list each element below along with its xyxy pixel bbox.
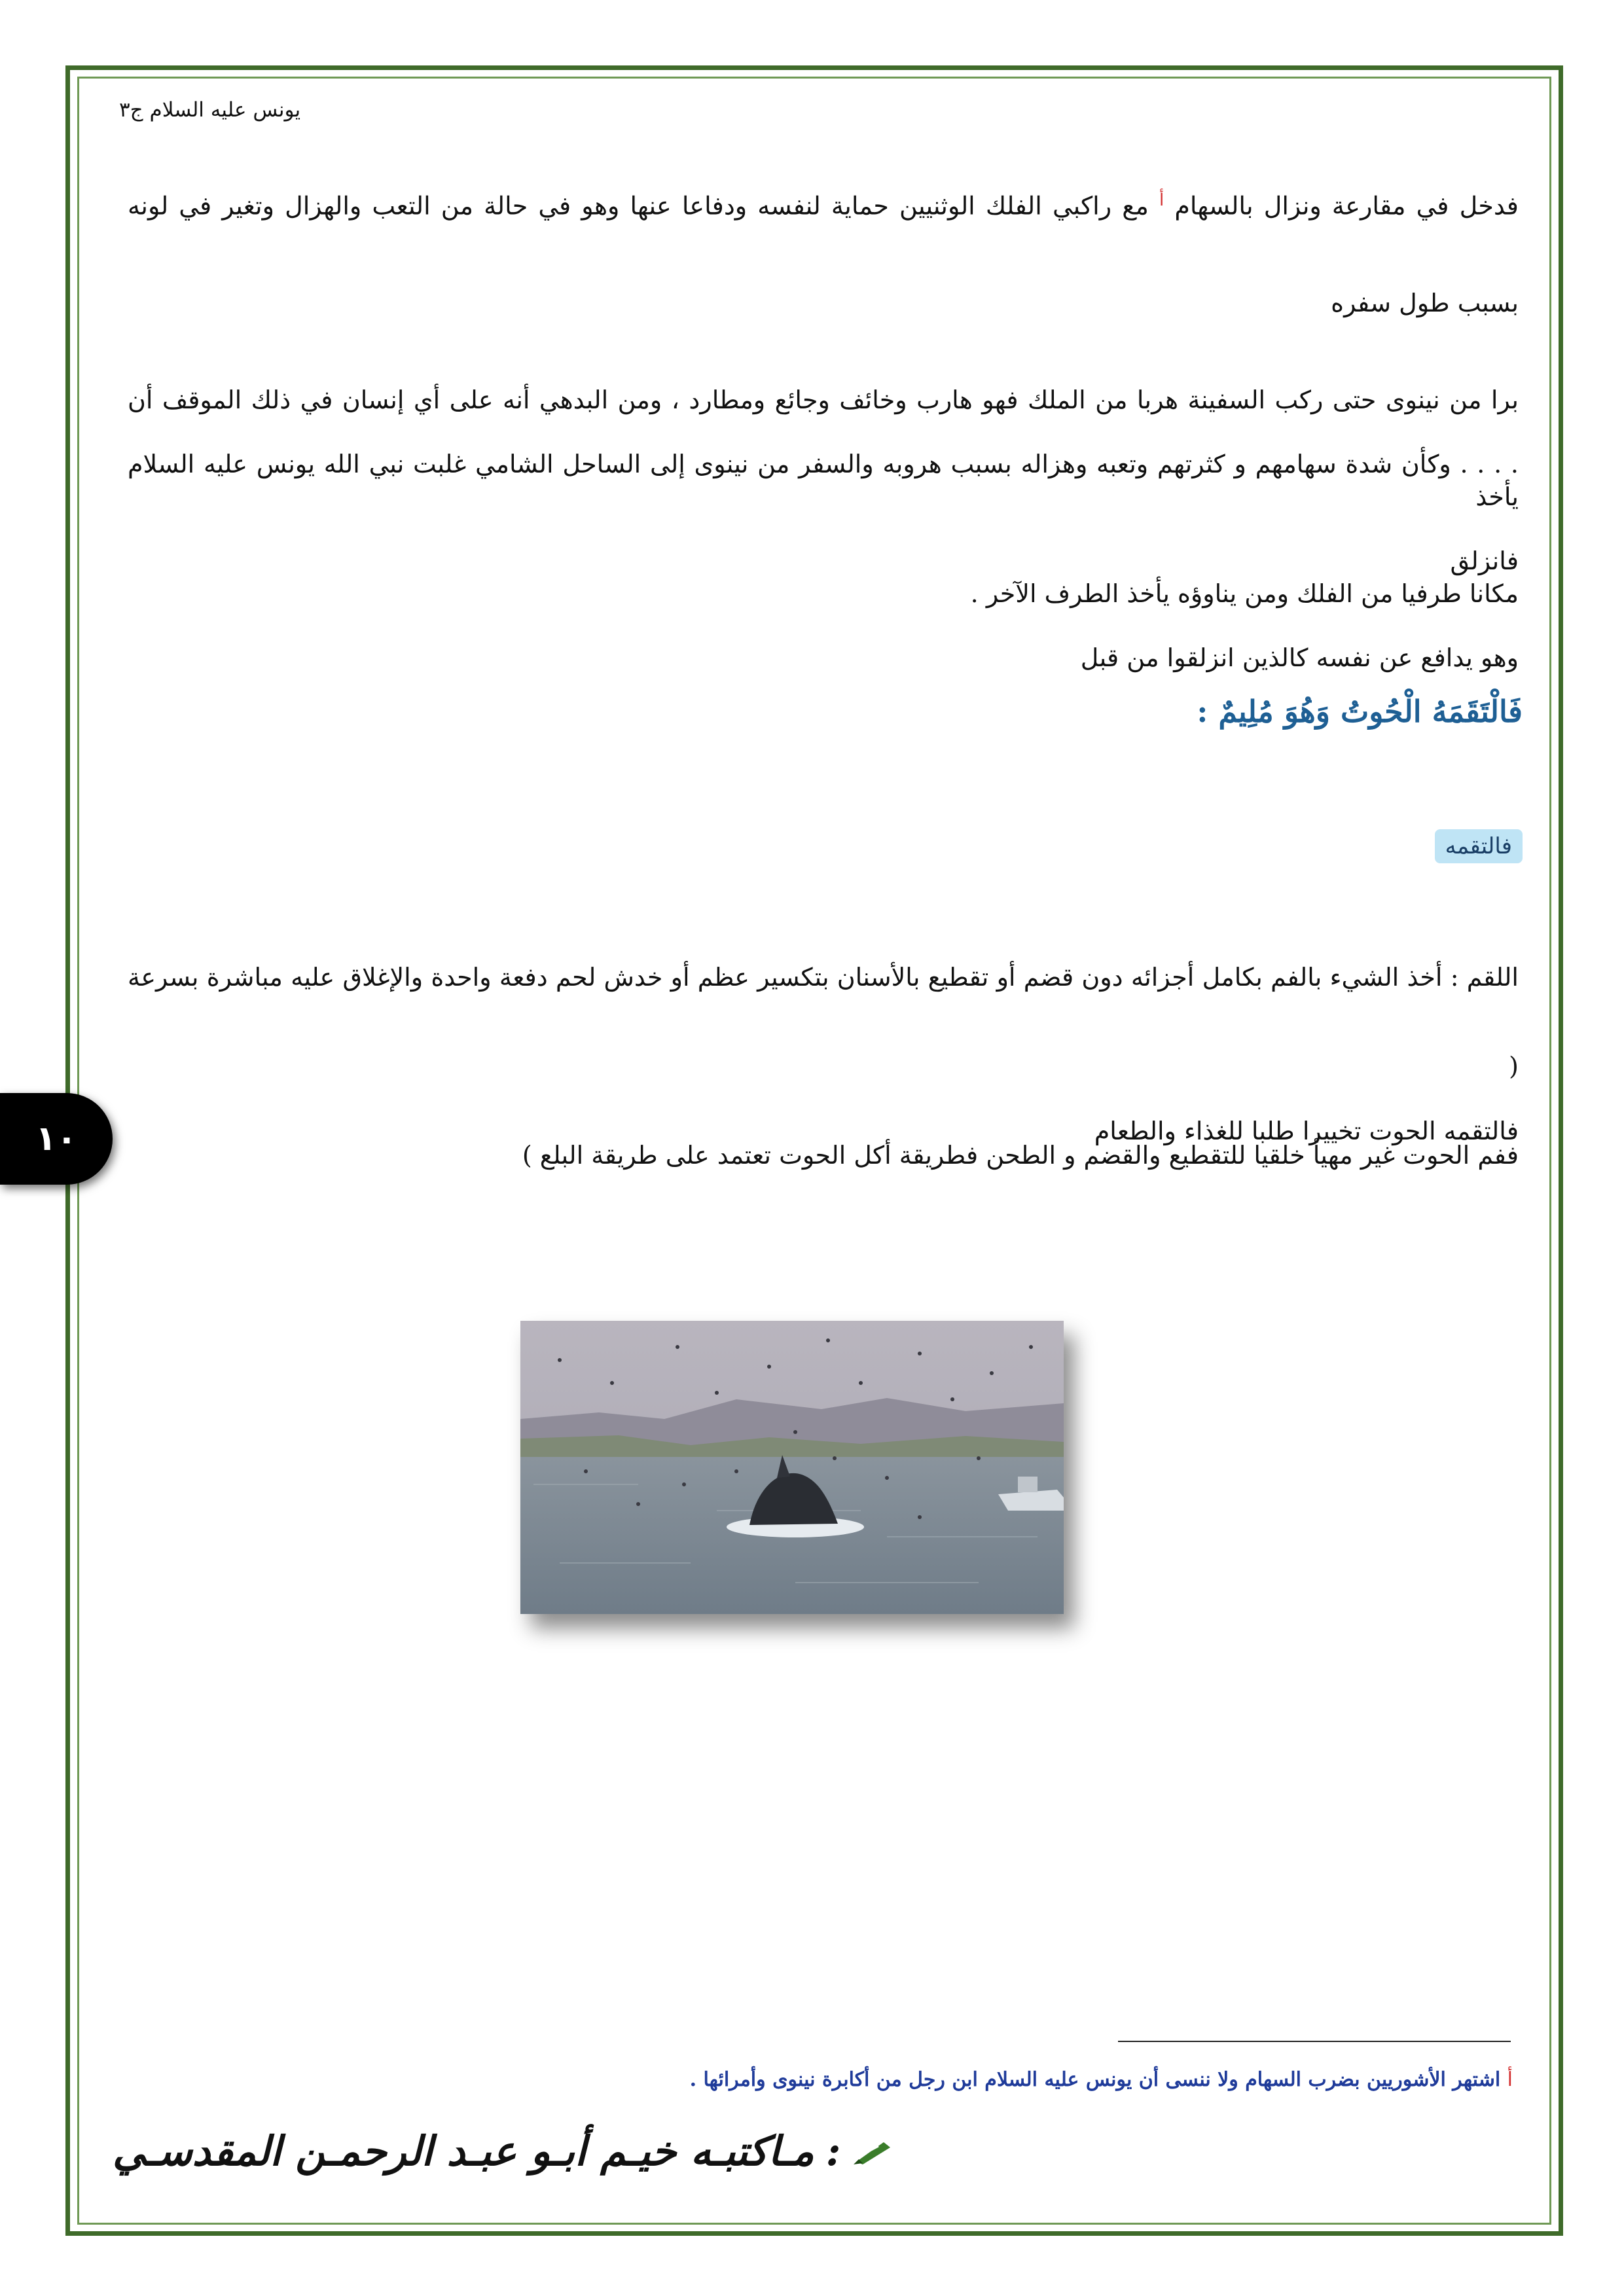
signature-prefix: : <box>825 2127 841 2175</box>
paragraph-3-line-1: اللقم : أخذ الشيء بالفم بكامل أجزائه دون قضم أو تقطيع بالأسنان بتكسير عظم أو خدش لحم دفعة واحدة والإغلاق عليه مباشرة بسرعة ( <box>128 963 1519 1081</box>
paragraph-2-line-2: وهو يدافع عن نفسه كالذين انزلقوا من قبل <box>1080 643 1519 672</box>
footnote-text: اشتهر الأشوريين بضرب السهام ولا ننسى أن يونس عليه السلام ابن رجل من أكابرة نينوى وأمرائها . <box>689 2068 1501 2091</box>
footnote <box>690 2068 1513 2091</box>
paragraph-4-line-1: فالتقمه الحوت تخييرا طلبا للغذاء والطعام <box>1094 1117 1519 1145</box>
pen-icon <box>852 2137 898 2166</box>
footnote-separator <box>1118 2041 1511 2042</box>
author-signature <box>113 2127 898 2175</box>
paragraph-1-line-3: مكانا طرفيا من الفلك ومن يناوؤه يأخذ الطرف الآخر . <box>970 579 1519 608</box>
paragraph-3 <box>128 933 1519 1200</box>
paragraph-3-line-2: ففم الحوت غير مهيأ خلقيا للتقطيع والقضم و الطحن فطريقة أكل الحوت تعتمد على طريقة البلع ) <box>522 1141 1519 1170</box>
keyword-highlight: فالتقمه <box>1435 829 1523 863</box>
page-number: ١٠ <box>35 1119 77 1158</box>
running-header: يونس عليه السلام ج٣ <box>119 98 301 122</box>
whale-photo <box>520 1321 1064 1614</box>
paragraph-1-line-1: فدخل في مقارعة ونزال بالسهام $^أ$ مع راكبي الفلك الوثنيين حماية لنفسه ودفاعا عنها وهو في حالة من التعب والهزال وتغير في لونه بسبب طول سفره <box>128 190 1519 317</box>
quranic-verse-heading: فَالْتَقَمَهُ الْحُوتُ وَهُوَ مُلِيمٌ : <box>1197 694 1523 729</box>
footnote-mark: أ <box>1507 2068 1513 2091</box>
page-number-tab <box>0 1093 113 1185</box>
paragraph-2 <box>128 416 1519 706</box>
signature-name: مـاكتبـه خيـم أبـو عبـد الرحمـن المقدسـي <box>113 2127 814 2175</box>
paragraph-1-line-2: برا من نينوى حتى ركب السفينة هربا من الملك فهو هارب وخائف وجائع ومطارد ، ومن البدهي أنه على أي إنسان في ذلك الموقف أن يأخذ <box>128 385 1519 511</box>
whale-photo-icon <box>520 1321 1064 1614</box>
footnote-reference[interactable]: أ <box>1159 190 1164 210</box>
paragraph-2-line-1: . . . . وكأن شدة سهامهم و كثرتهم وتعبه وهزاله بسبب هروبه والسفر من نينوى إلى الساحل الشامي غلبت نبي الله يونس عليه السلام فانزلق <box>128 450 1519 575</box>
paragraph-4 <box>128 1111 1519 1151</box>
